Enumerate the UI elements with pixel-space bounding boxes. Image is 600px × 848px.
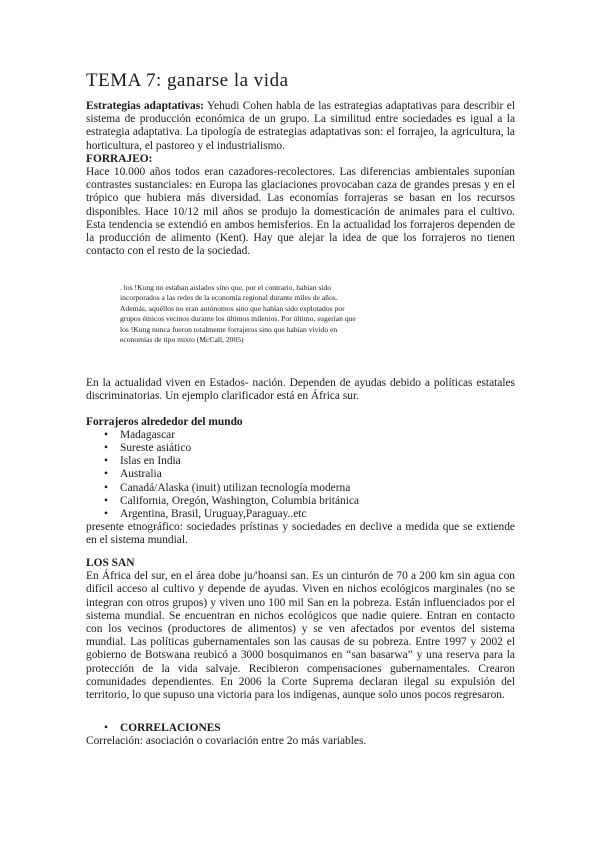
list-item: • Islas en India — [86, 455, 515, 468]
forrajeo-heading: FORRAJEO: — [86, 152, 153, 165]
intro-text: Yehudi Cohen habla de las estrategias adaptativas para describir el sistema de producción económica de un grupo. La similitud entre sociedades es igual a la estrategia adaptativa. La tipología de estrategias adaptativas son: el forrajeo, la agricultura, la horticultura, el pastoreo y el industrialismo. — [86, 100, 515, 152]
block-quote: . los !Kung no estaban aislados sino que, por el contrario, habían sido incorporados a las redes de la economía regional durante miles de años. Además, aquéllos no eran autónomos sino que habían sido explotados por grupos étnicos vecinos durante los últimos milenios. Por último, sugerían que los !Kung nunca fueron totalmente forrajeros sino que habían vivido en economías de tipo mixto (McCall, 2005) — [120, 283, 356, 345]
forrajeo-paragraph: Hace 10.000 años todos eran cazadores-recolectores. Las diferencias ambientales suponían contrastes sustanciales: en Europa las glaciaciones provocaban caza de grandes presas y en el trópico que hubiera más diversidad. Las economías forrajeras se basan en los recursos disponibles. Hace 10/12 mil años se produjo la domesticación de animales para el cultivo. Esta tendencia se extendió en ambos hemisferios. En la actualidad los forrajeros dependen de la producción de alimento (Kent). Hay que alejar la idea de que los forrajeros no tienen contacto con el resto de la sociedad. — [86, 166, 515, 258]
intro-section — [86, 100, 515, 258]
etnografico-paragraph: presente etnográfico: sociedades prístinas y sociedades en declive a medida que se extiende en el sistema mundial. — [86, 520, 515, 547]
intro-paragraph — [86, 100, 515, 153]
list-item: • Australia — [86, 468, 515, 481]
list-item: • California, Oregón, Washington, Columbia británica — [86, 495, 515, 508]
correlaciones-heading: • CORRELACIONES — [86, 722, 515, 735]
list-item: • Argentina, Brasil, Uruguay,Paraguay..etc — [86, 508, 515, 521]
intro-label: Estrategias adaptativas: — [86, 100, 204, 112]
correlaciones-section — [86, 722, 515, 748]
estados-paragraph: En la actualidad viven en Estados- nación. Dependen de ayudas debido a políticas estatales discriminatorias. Un ejemplo clarificador está en África sur. — [86, 377, 515, 403]
page-title: TEMA 7: ganarse la vida — [86, 70, 289, 91]
list-item: • Canadá/Alaska (inuit) utilizan tecnología moderna — [86, 482, 515, 495]
forrajeros-mundo-section — [86, 416, 515, 547]
list-item: • Sureste asiático — [86, 442, 515, 455]
places-list — [86, 429, 515, 521]
estados-section — [86, 377, 515, 403]
los-san-paragraph: En África del sur, en el área dobe ju/'hoansi san. Es un cinturón de 70 a 200 km sin agua con difícil acceso al cultivo y depende de ayudas. Viven en nichos ecológicos marginales (no se integran con otros grupos) y viven uno 100 mil San en la pobreza. Están influenciados por el sistema mundial. Se encuentran en nichos ecológicos que nadie quiere. Entran en contacto con los vecinos (productores de alimentos) y se ven afectados por eventos del sistema mundial. Las políticas gubernamentales son las causas de su pobreza. Entre 1997 y 2002 el gobierno de Botswana reubicó a 3000 bosquimanos en “san basarwa” y una reserva para la protección de la vida salvaje. Recibieron compensaciones gubernamentales. Crearon comunidades dependientes. En 2006 la Corte Suprema declaran ilegal su expulsión del territorio, lo que supuso una victoria para los indígenas, aunque solo unos pocos regresaron. — [86, 570, 515, 702]
list-item: • Madagascar — [86, 429, 515, 442]
forrajeros-mundo-heading: Forrajeros alrededor del mundo — [86, 416, 243, 428]
los-san-section — [86, 557, 515, 702]
los-san-heading: LOS SAN — [86, 557, 135, 569]
correlaciones-paragraph: Correlación: asociación o covariación entre 2o más variables. — [86, 735, 367, 748]
